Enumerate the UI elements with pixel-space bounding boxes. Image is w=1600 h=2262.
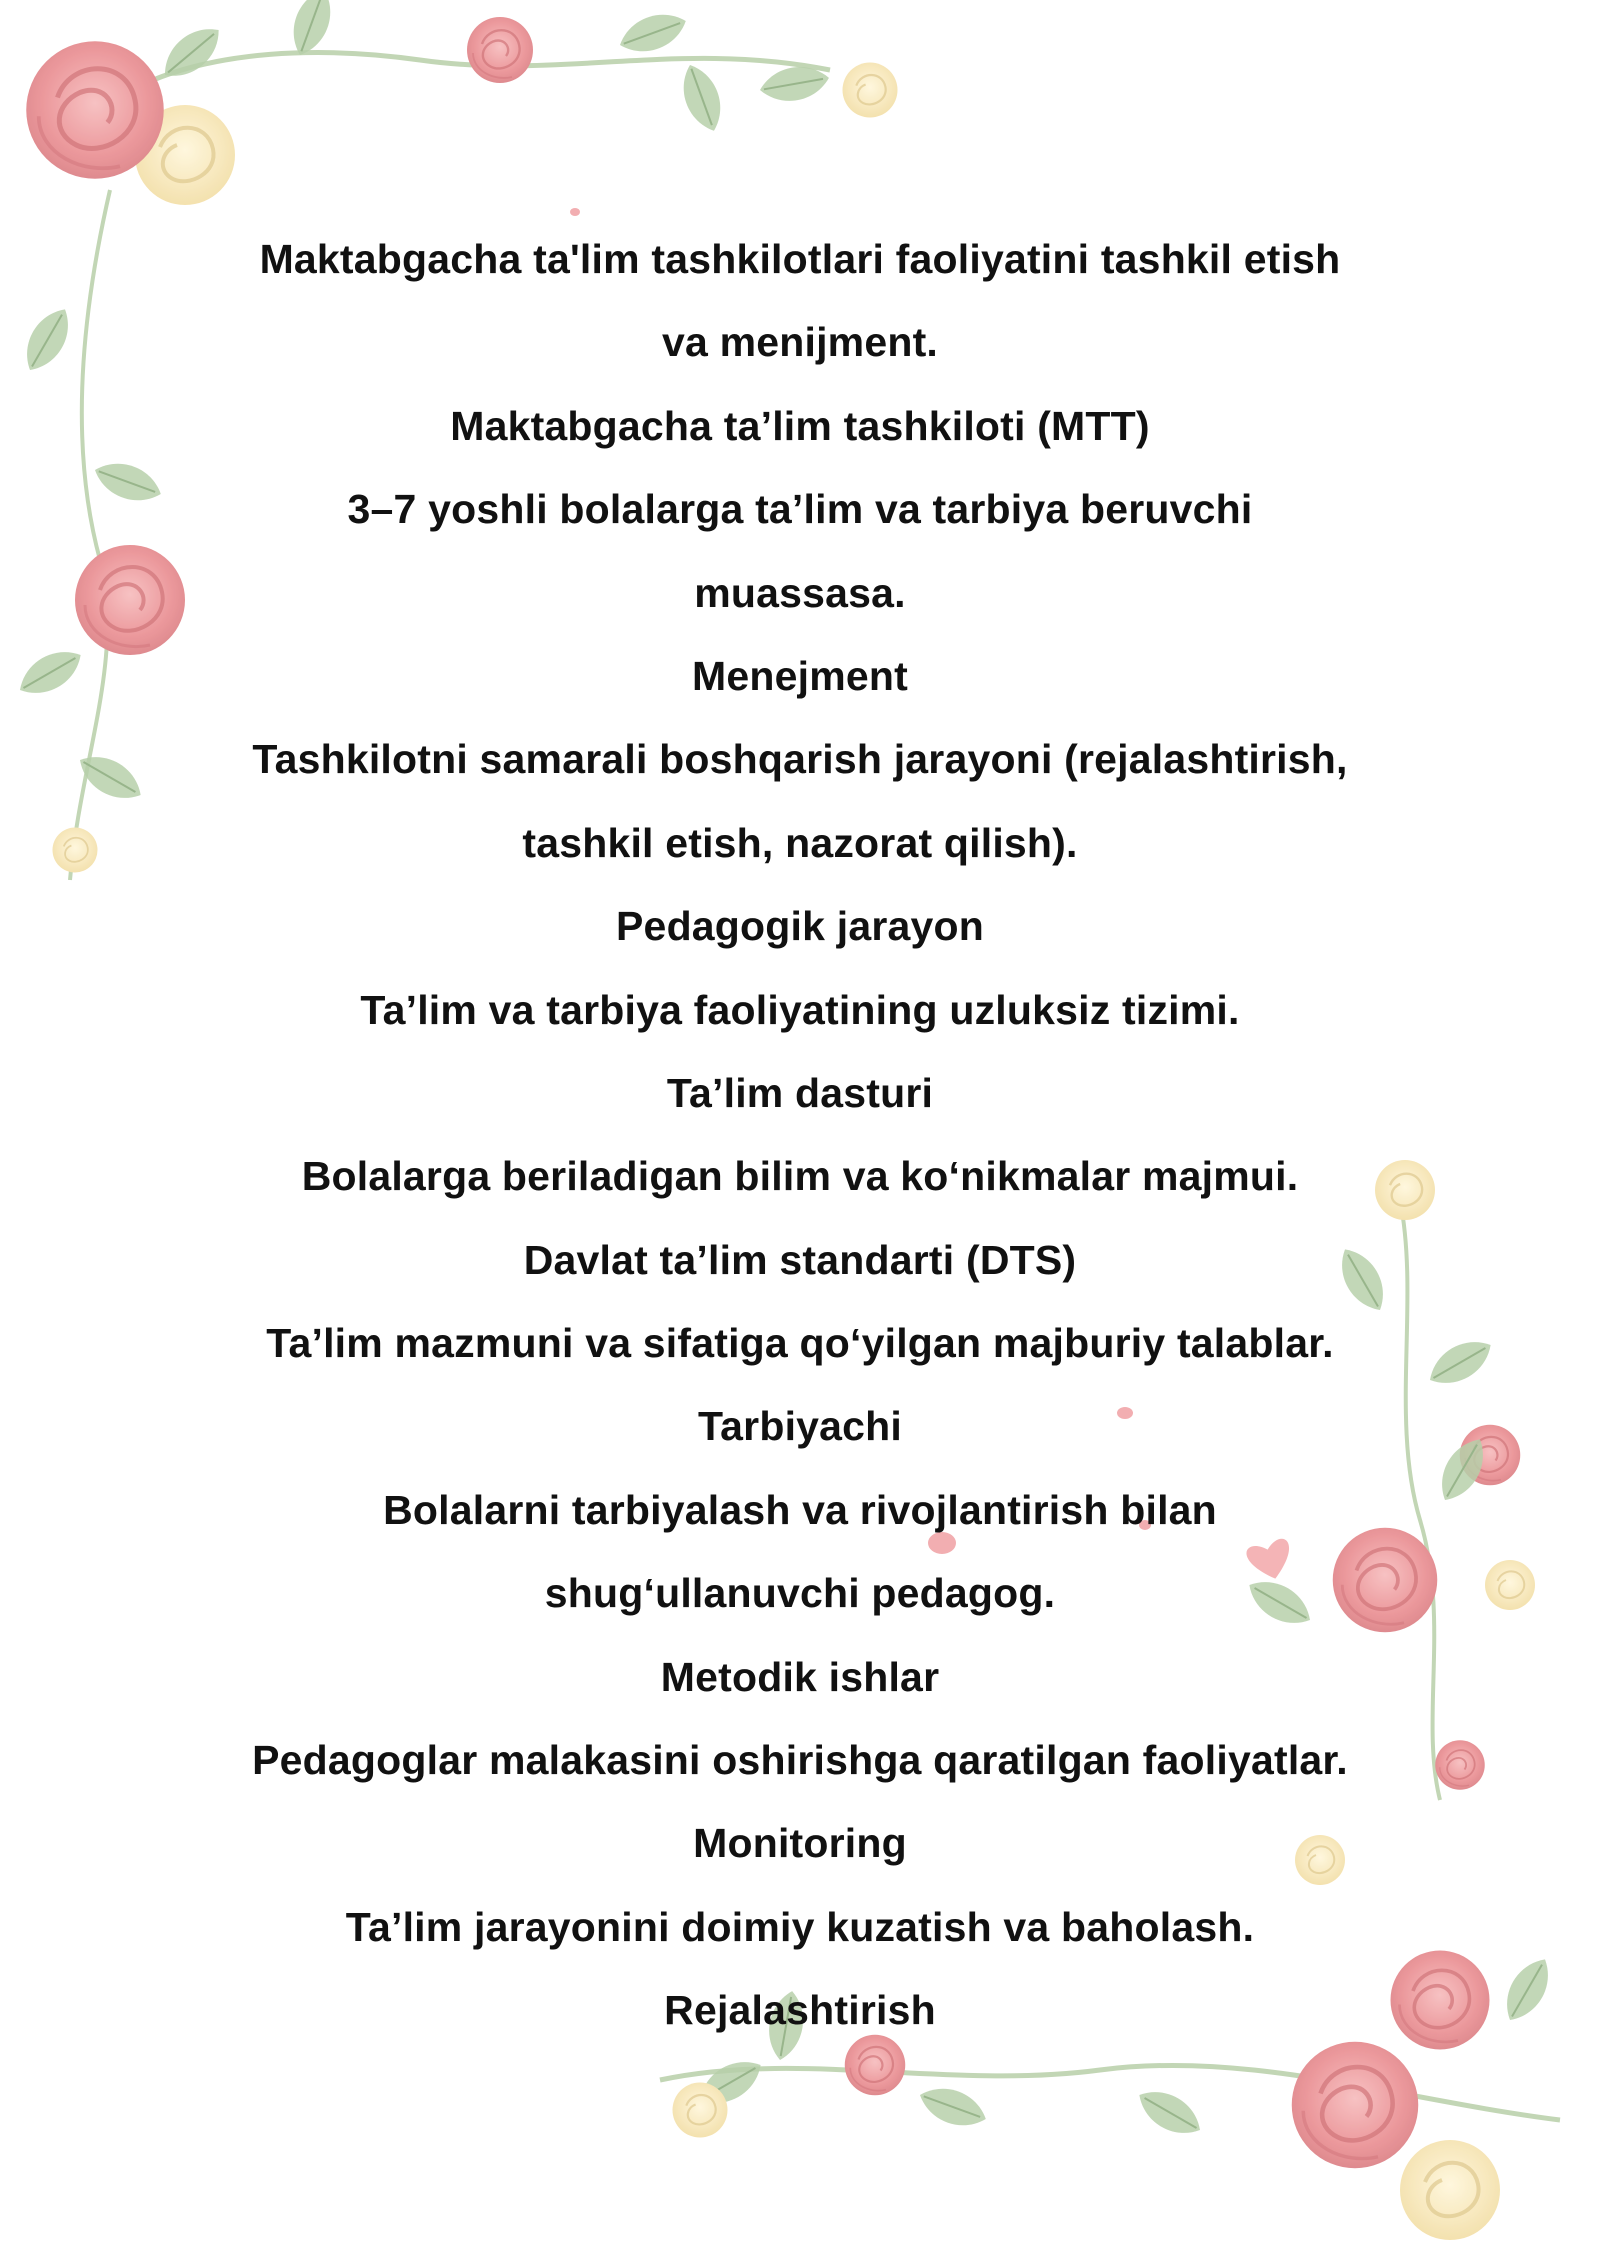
doc-title-line-1: Maktabgacha ta'lim tashkilotlari faoliyatini tashkil etish [259,236,1341,282]
definition-monitoring: Ta’lim jarayonini doimiy kuzatish va baholash. [345,1903,1255,1950]
definition-metodik-ishlar: Pedagoglar malakasini oshirishga qaratilgan faoliyatlar. [252,1737,1348,1784]
top-left-flowers [26,0,897,205]
definition-menejment-line-2: tashkil etish, nazorat qilish). [522,819,1078,866]
definition-pedagogik-jarayon: Ta’lim va tarbiya faoliyatining uzluksiz tizimi. [360,986,1240,1033]
term-heading-monitoring: Monitoring [693,1820,907,1867]
term-heading-talim-dasturi: Ta’lim dasturi [666,1069,934,1116]
term-heading-metodik-ishlar: Metodik ishlar [660,1653,940,1700]
term-heading-mtt: Maktabgacha ta’lim tashkiloti (MTT) [450,402,1150,449]
definition-menejment-line-1: Tashkilotni samarali boshqarish jarayoni (rejalashtirish, [252,736,1348,783]
term-heading-menejment: Menejment [692,652,908,699]
left-vine [12,190,185,880]
definition-talim-dasturi: Bolalarga beriladigan bilim va ko‘nikmalar majmui. [301,1153,1299,1200]
definition-tarbiyachi-line-1: Bolalarni tarbiyalash va rivojlantirish bilan [383,1486,1217,1533]
definition-mtt-line-2: muassasa. [694,569,906,616]
definition-tarbiyachi-line-2: shug‘ullanuvchi pedagog. [544,1570,1056,1617]
definition-mtt-line-1: 3–7 yoshli bolalarga ta’lim va tarbiya beruvchi [347,486,1253,533]
term-heading-dts: Davlat ta’lim standarti (DTS) [523,1236,1077,1283]
document-body [200,218,1400,2053]
term-heading-rejalashtirish: Rejalashtirish [664,1987,936,2034]
definition-dts: Ta’lim mazmuni va sifatiga qo‘yilgan majburiy talablar. [266,1320,1334,1367]
term-heading-pedagogik-jarayon: Pedagogik jarayon [616,903,984,950]
term-heading-tarbiyachi: Tarbiyachi [697,1403,903,1450]
doc-title-line-2: va menijment. [661,319,939,366]
